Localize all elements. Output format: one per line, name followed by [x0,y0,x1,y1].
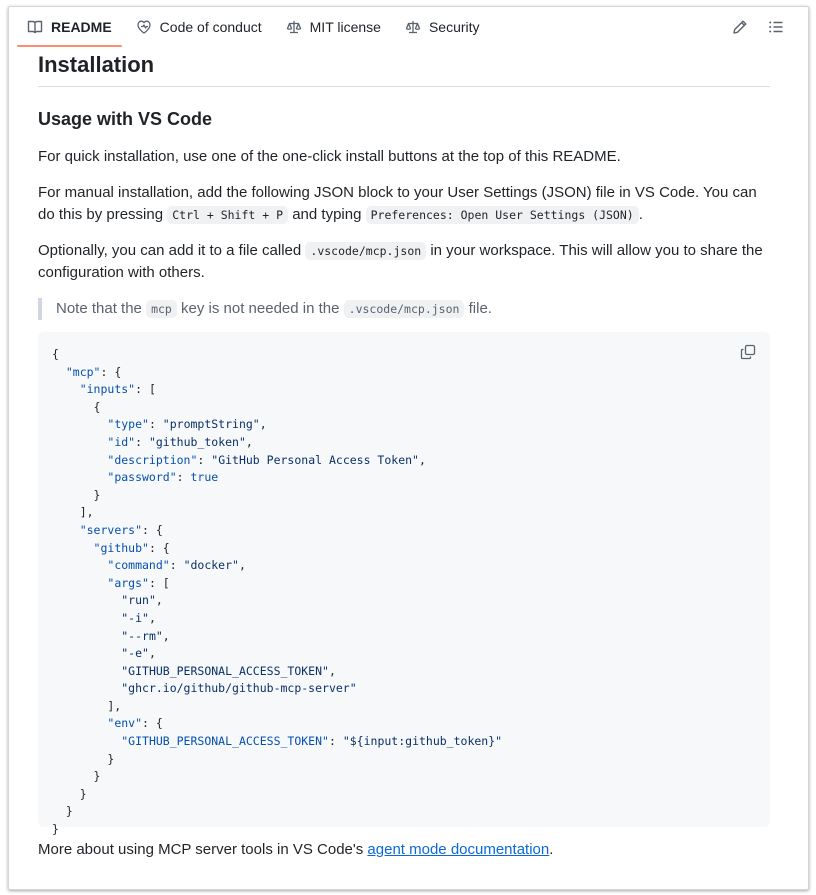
code-punct [52,365,66,379]
code-punct: { [52,347,59,361]
agent-mode-docs-link[interactable]: agent mode documentation [367,841,550,858]
law-icon [286,19,302,35]
code-punct [52,576,107,590]
code-string: "GitHub Personal Access Token" [211,452,419,467]
code-key: "type" [107,417,149,432]
code-line [52,417,267,431]
code-punct: , [259,417,267,432]
code-punct: , [148,646,156,661]
code-line [52,804,73,818]
installation-heading: Installation [38,47,770,87]
code-boolean: true [190,470,219,485]
json-code[interactable] [52,346,756,839]
code-punct: : [169,558,184,573]
code-line [52,382,156,396]
code-key: "args" [107,575,149,590]
outline-button[interactable] [762,13,790,41]
code-line [52,734,502,748]
code-punct: : { [148,540,170,555]
code-punct: : [176,470,191,485]
code-line [52,611,156,625]
code-line [52,787,87,801]
code-line [52,365,121,379]
code-line [52,470,218,484]
list-icon [768,19,784,35]
code-key: "id" [107,434,136,449]
code-punct: : [148,417,163,432]
copy-icon [740,344,756,360]
optional-text-2: in your workspace. This will allow you to share the configuration with others. [38,242,763,281]
code-line [52,664,336,678]
tab-code-of-conduct-label: Code of conduct [159,19,262,35]
law-icon [405,19,421,35]
code-punct [52,646,121,660]
code-punct [52,382,80,396]
code-key: "command" [107,558,170,573]
code-string: "--rm" [121,628,163,643]
quick-install-paragraph [38,146,770,168]
code-punct [52,558,107,572]
code-string: "ghcr.io/github/github-mcp-server" [121,681,357,696]
code-punct [52,593,121,607]
readme-actions [718,7,790,47]
code-punct: , [328,663,336,678]
code-punct [52,629,121,643]
code-punct [52,734,121,748]
code-key: "description" [107,452,198,467]
code-punct: , [155,593,163,608]
more-info-paragraph [38,839,770,861]
code-punct: : [197,452,212,467]
code-string: "promptString" [162,417,260,432]
code-punct [52,435,107,449]
shortcut-code: Ctrl + Shift + P [167,206,288,224]
code-punct: : [328,734,343,749]
quick-install-text: For quick installation, use one of the one-click install buttons at the top of this README. [38,148,621,165]
optional-text: Optionally, you can add it to a file called [38,242,302,259]
code-key: "mcp" [65,364,101,379]
copy-code-button[interactable] [738,342,758,362]
heart-icon [136,19,152,35]
code-line [52,593,163,607]
code-punct: ], [52,698,122,713]
optional-paragraph [38,240,770,284]
tab-mit-license-label: MIT license [309,19,381,35]
code-punct: { [52,399,101,414]
code-punct: : { [142,522,163,537]
code-punct: : [135,434,149,449]
code-punct [52,681,121,695]
manual-install-text: For manual installation, add the following JSON block to your User Settings (JSON) file in VS Code. You can do this by pressing [38,184,757,223]
code-key: "servers" [79,522,143,537]
code-line [52,347,59,361]
code-punct [52,453,107,467]
more-info-text: More about using MCP server tools in VS Code's [38,841,364,858]
note-text-2: key is not needed in the [181,300,340,317]
mcp-key-code: mcp [146,300,177,318]
code-string: "${input:github_token}" [342,734,503,749]
code-line [52,505,94,519]
note-text-3: file. [468,300,492,317]
code-line [52,822,59,836]
code-punct: } [52,804,73,819]
code-line [52,453,426,467]
tab-security-label: Security [428,19,480,35]
tab-security[interactable] [395,7,490,47]
code-string: "github_token" [148,434,246,449]
tab-readme[interactable] [17,7,122,47]
code-string: "-e" [121,646,149,661]
mcp-json-path-code: .vscode/mcp.json [305,242,426,260]
command-code: Preferences: Open User Settings (JSON) [366,206,639,224]
note-text: Note that the [56,300,142,317]
readme-tabbar [9,7,808,47]
tab-readme-label: README [51,19,112,35]
code-key: "password" [107,470,177,485]
code-punct: , [162,628,170,643]
code-key: "inputs" [79,382,136,397]
readme-content [38,47,770,861]
code-line [52,435,253,449]
code-punct: } [52,822,59,837]
code-punct: , [148,610,156,625]
code-punct: , [418,452,426,467]
code-punct: : { [142,716,163,731]
note-path-code: .vscode/mcp.json [344,300,465,318]
code-punct [52,716,107,730]
code-string: "-i" [121,610,149,625]
code-punct: : { [100,364,122,379]
edit-file-button[interactable] [726,13,754,41]
code-line [52,488,100,502]
code-punct [52,470,107,484]
code-line [52,752,114,766]
readme-panel [8,6,809,890]
code-punct: : [ [148,575,170,590]
code-punct [52,664,121,678]
code-punct: } [52,487,101,502]
note-blockquote [38,298,770,320]
code-punct: } [52,751,115,766]
pencil-icon [732,19,748,35]
manual-install-paragraph [38,182,770,226]
code-punct: : [ [135,382,156,397]
book-icon [27,19,43,35]
code-punct [52,417,107,431]
manual-install-period: . [638,206,643,223]
code-punct: } [52,786,87,801]
code-punct [52,541,94,555]
code-punct: ], [52,505,94,520]
code-key: "env" [107,716,143,731]
code-string: "docker" [183,558,239,573]
code-line [52,681,357,695]
usage-heading: Usage with VS Code [38,109,213,129]
code-punct [52,523,80,537]
code-line [52,400,100,414]
code-key: "GITHUB_PERSONAL_ACCESS_TOKEN" [121,734,329,749]
code-line [52,629,170,643]
code-punct: } [52,769,101,784]
code-string: "GITHUB_PERSONAL_ACCESS_TOKEN" [121,663,329,678]
code-line [52,541,170,555]
code-line [52,558,246,572]
code-string: "run" [121,593,156,608]
code-key: "github" [93,540,149,555]
code-line [52,523,163,537]
code-line [52,769,100,783]
code-line [52,646,156,660]
code-punct [52,611,121,625]
manual-install-text-2: and typing [292,206,362,223]
tab-mit-license[interactable] [276,7,391,47]
code-line [52,716,163,730]
code-line [52,699,121,713]
json-code-block[interactable] [38,332,770,837]
tab-code-of-conduct[interactable] [126,7,272,47]
code-punct: , [238,558,246,573]
code-line [52,576,170,590]
code-punct: , [245,434,253,449]
more-info-period: . [549,841,554,858]
